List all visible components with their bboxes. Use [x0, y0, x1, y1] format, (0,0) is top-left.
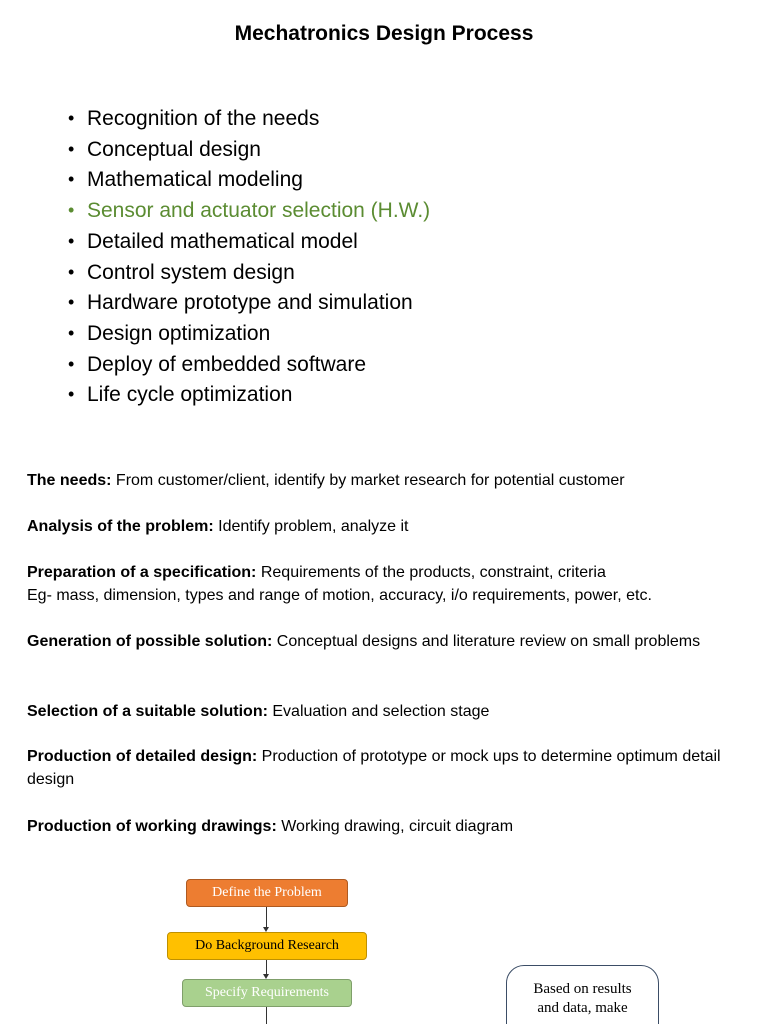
definition-working-drawings — [27, 815, 747, 838]
definition-text: From customer/client, identify by market research for potential customer — [111, 472, 625, 489]
definition-term: Production of working drawings: — [27, 818, 277, 835]
definition-text: Production of prototype or mock ups to determine optimum detail design — [27, 748, 721, 788]
definition-text: Evaluation and selection stage — [267, 703, 490, 720]
definition-generation — [27, 630, 747, 653]
definition-example: Eg- mass, dimension, types and range of motion, accuracy, i/o requirements, power, etc. — [27, 587, 652, 604]
flow-connector — [266, 1007, 267, 1024]
definition-term: The needs: — [27, 472, 112, 489]
design-process-list — [68, 104, 430, 411]
definition-text: Conceptual designs and literature review on small problems — [272, 633, 701, 650]
definition-text: Identify problem, analyze it — [213, 518, 409, 535]
definition-detailed-design — [27, 745, 747, 791]
definition-term: Analysis of the problem: — [27, 518, 214, 535]
note-line: and data, make — [537, 1000, 628, 1016]
list-item: • Deploy of embedded software — [68, 350, 430, 381]
definition-term: Selection of a suitable solution: — [27, 703, 268, 720]
list-item: • Conceptual design — [68, 135, 430, 166]
note-line: Based on results — [533, 981, 632, 997]
flow-note-box — [506, 965, 659, 1024]
flow-step-background-research: Do Background Research — [167, 932, 367, 960]
definition-term: Preparation of a specification: — [27, 564, 257, 581]
list-item: • Recognition of the needs — [68, 104, 430, 135]
list-item: • Hardware prototype and simulation — [68, 288, 430, 319]
definition-analysis — [27, 515, 747, 538]
definition-text: Working drawing, circuit diagram — [276, 818, 514, 835]
flow-step-define-problem: Define the Problem — [186, 879, 348, 907]
definition-text: Requirements of the products, constraint, criteria — [256, 564, 606, 581]
list-item: • Detailed mathematical model — [68, 227, 430, 258]
definition-selection — [27, 700, 747, 723]
definition-term: Production of detailed design: — [27, 748, 258, 765]
list-item: • Mathematical modeling — [68, 165, 430, 196]
list-item: • Design optimization — [68, 319, 430, 350]
definition-term: Generation of possible solution: — [27, 633, 273, 650]
definition-needs — [27, 469, 747, 492]
list-item: • Life cycle optimization — [68, 380, 430, 411]
definition-specification — [27, 561, 747, 607]
flow-step-specify-requirements: Specify Requirements — [182, 979, 352, 1007]
flow-connector — [266, 907, 267, 929]
list-item-highlighted: • Sensor and actuator selection (H.W.) — [68, 196, 430, 227]
page-title: Mechatronics Design Process — [234, 22, 534, 45]
list-item: • Control system design — [68, 258, 430, 289]
